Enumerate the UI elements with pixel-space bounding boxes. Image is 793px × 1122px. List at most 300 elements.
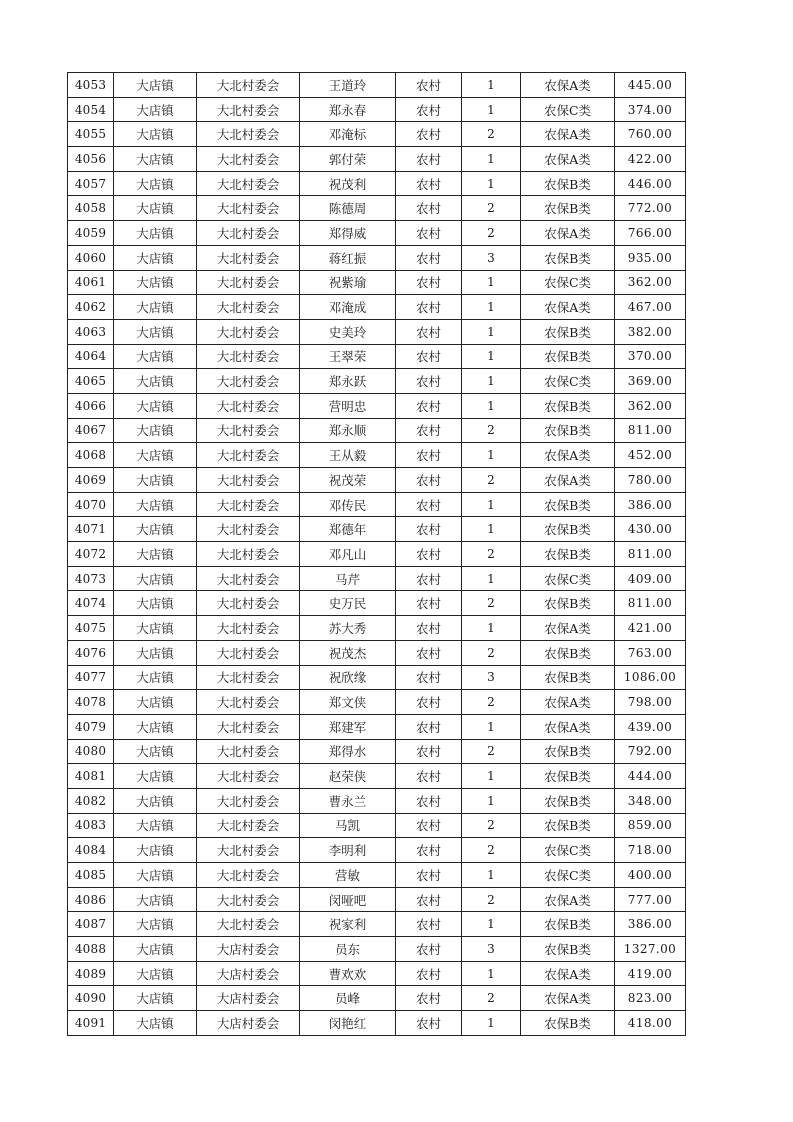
town-cell: 大店镇 — [114, 912, 197, 937]
area-cell: 农村 — [396, 73, 462, 98]
amount-cell: 421.00 — [615, 616, 686, 641]
name-cell: 员峰 — [300, 986, 396, 1011]
household-count-cell: 1 — [462, 616, 521, 641]
insurance-type-cell: 农保B类 — [521, 196, 615, 221]
household-count-cell: 1 — [462, 73, 521, 98]
name-cell: 祝茂荣 — [300, 468, 396, 493]
village-cell: 大北村委会 — [197, 739, 300, 764]
town-cell: 大店镇 — [114, 369, 197, 394]
town-cell: 大店镇 — [114, 319, 197, 344]
insurance-type-cell: 农保B类 — [521, 542, 615, 567]
village-cell: 大北村委会 — [197, 147, 300, 172]
town-cell: 大店镇 — [114, 97, 197, 122]
table-row — [68, 1011, 686, 1036]
table-row — [68, 319, 686, 344]
name-cell: 郑得水 — [300, 739, 396, 764]
household-count-cell: 2 — [462, 418, 521, 443]
household-count-cell: 1 — [462, 171, 521, 196]
amount-cell: 780.00 — [615, 468, 686, 493]
area-cell: 农村 — [396, 418, 462, 443]
village-cell: 大北村委会 — [197, 270, 300, 295]
town-cell: 大店镇 — [114, 764, 197, 789]
table-row — [68, 813, 686, 838]
data-table — [67, 72, 686, 1036]
household-count-cell: 1 — [462, 492, 521, 517]
insurance-type-cell: 农保B类 — [521, 245, 615, 270]
row-id-cell: 4082 — [68, 788, 114, 813]
insurance-type-cell: 农保B类 — [521, 813, 615, 838]
name-cell: 王从毅 — [300, 443, 396, 468]
area-cell: 农村 — [396, 863, 462, 888]
row-id-cell: 4069 — [68, 468, 114, 493]
town-cell: 大店镇 — [114, 295, 197, 320]
town-cell: 大店镇 — [114, 517, 197, 542]
amount-cell: 418.00 — [615, 1011, 686, 1036]
insurance-type-cell: 农保A类 — [521, 887, 615, 912]
town-cell: 大店镇 — [114, 171, 197, 196]
area-cell: 农村 — [396, 542, 462, 567]
town-cell: 大店镇 — [114, 418, 197, 443]
amount-cell: 760.00 — [615, 122, 686, 147]
village-cell: 大北村委会 — [197, 245, 300, 270]
household-count-cell: 1 — [462, 863, 521, 888]
area-cell: 农村 — [396, 196, 462, 221]
table-row — [68, 665, 686, 690]
town-cell: 大店镇 — [114, 566, 197, 591]
name-cell: 郭付荣 — [300, 147, 396, 172]
household-count-cell: 1 — [462, 369, 521, 394]
table-row — [68, 73, 686, 98]
name-cell: 郑文侠 — [300, 690, 396, 715]
row-id-cell: 4059 — [68, 221, 114, 246]
insurance-type-cell: 农保B类 — [521, 319, 615, 344]
town-cell: 大店镇 — [114, 616, 197, 641]
household-count-cell: 1 — [462, 566, 521, 591]
row-id-cell: 4068 — [68, 443, 114, 468]
insurance-type-cell: 农保A类 — [521, 221, 615, 246]
row-id-cell: 4063 — [68, 319, 114, 344]
household-count-cell: 1 — [462, 912, 521, 937]
amount-cell: 422.00 — [615, 147, 686, 172]
name-cell: 曹欢欢 — [300, 961, 396, 986]
village-cell: 大北村委会 — [197, 393, 300, 418]
village-cell: 大北村委会 — [197, 912, 300, 937]
town-cell: 大店镇 — [114, 245, 197, 270]
row-id-cell: 4079 — [68, 714, 114, 739]
town-cell: 大店镇 — [114, 937, 197, 962]
town-cell: 大店镇 — [114, 344, 197, 369]
area-cell: 农村 — [396, 97, 462, 122]
table-row — [68, 937, 686, 962]
amount-cell: 370.00 — [615, 344, 686, 369]
area-cell: 农村 — [396, 468, 462, 493]
amount-cell: 763.00 — [615, 640, 686, 665]
insurance-type-cell: 农保B类 — [521, 764, 615, 789]
insurance-type-cell: 农保C类 — [521, 270, 615, 295]
table-row — [68, 344, 686, 369]
insurance-type-cell: 农保C类 — [521, 566, 615, 591]
household-count-cell: 1 — [462, 1011, 521, 1036]
household-count-cell: 1 — [462, 97, 521, 122]
table-row — [68, 492, 686, 517]
amount-cell: 446.00 — [615, 171, 686, 196]
village-cell: 大店村委会 — [197, 961, 300, 986]
name-cell: 苏大秀 — [300, 616, 396, 641]
area-cell: 农村 — [396, 1011, 462, 1036]
row-id-cell: 4081 — [68, 764, 114, 789]
row-id-cell: 4066 — [68, 393, 114, 418]
insurance-type-cell: 农保B类 — [521, 393, 615, 418]
table-row — [68, 887, 686, 912]
row-id-cell: 4080 — [68, 739, 114, 764]
name-cell: 闵哑吧 — [300, 887, 396, 912]
area-cell: 农村 — [396, 640, 462, 665]
area-cell: 农村 — [396, 221, 462, 246]
insurance-type-cell: 农保B类 — [521, 492, 615, 517]
insurance-type-cell: 农保B类 — [521, 418, 615, 443]
area-cell: 农村 — [396, 838, 462, 863]
town-cell: 大店镇 — [114, 986, 197, 1011]
town-cell: 大店镇 — [114, 640, 197, 665]
amount-cell: 400.00 — [615, 863, 686, 888]
table-row — [68, 97, 686, 122]
name-cell: 陈德周 — [300, 196, 396, 221]
amount-cell: 445.00 — [615, 73, 686, 98]
row-id-cell: 4054 — [68, 97, 114, 122]
household-count-cell: 1 — [462, 764, 521, 789]
village-cell: 大北村委会 — [197, 418, 300, 443]
insurance-type-cell: 农保B类 — [521, 912, 615, 937]
amount-cell: 859.00 — [615, 813, 686, 838]
amount-cell: 382.00 — [615, 319, 686, 344]
town-cell: 大店镇 — [114, 690, 197, 715]
insurance-type-cell: 农保A类 — [521, 73, 615, 98]
row-id-cell: 4061 — [68, 270, 114, 295]
town-cell: 大店镇 — [114, 1011, 197, 1036]
name-cell: 曹永兰 — [300, 788, 396, 813]
area-cell: 农村 — [396, 443, 462, 468]
amount-cell: 467.00 — [615, 295, 686, 320]
row-id-cell: 4064 — [68, 344, 114, 369]
town-cell: 大店镇 — [114, 665, 197, 690]
village-cell: 大北村委会 — [197, 591, 300, 616]
table-row — [68, 393, 686, 418]
name-cell: 员东 — [300, 937, 396, 962]
area-cell: 农村 — [396, 295, 462, 320]
row-id-cell: 4088 — [68, 937, 114, 962]
village-cell: 大北村委会 — [197, 714, 300, 739]
area-cell: 农村 — [396, 714, 462, 739]
insurance-type-cell: 农保B类 — [521, 937, 615, 962]
household-count-cell: 1 — [462, 788, 521, 813]
area-cell: 农村 — [396, 912, 462, 937]
table-row — [68, 196, 686, 221]
row-id-cell: 4053 — [68, 73, 114, 98]
row-id-cell: 4085 — [68, 863, 114, 888]
insurance-type-cell: 农保B类 — [521, 640, 615, 665]
table-row — [68, 295, 686, 320]
amount-cell: 823.00 — [615, 986, 686, 1011]
village-cell: 大北村委会 — [197, 344, 300, 369]
household-count-cell: 1 — [462, 319, 521, 344]
household-count-cell: 2 — [462, 591, 521, 616]
name-cell: 营敏 — [300, 863, 396, 888]
name-cell: 邓淹标 — [300, 122, 396, 147]
household-count-cell: 1 — [462, 147, 521, 172]
amount-cell: 1086.00 — [615, 665, 686, 690]
table-row — [68, 690, 686, 715]
insurance-type-cell: 农保B类 — [521, 788, 615, 813]
amount-cell: 811.00 — [615, 591, 686, 616]
household-count-cell: 2 — [462, 739, 521, 764]
amount-cell: 935.00 — [615, 245, 686, 270]
area-cell: 农村 — [396, 813, 462, 838]
household-count-cell: 2 — [462, 122, 521, 147]
village-cell: 大北村委会 — [197, 542, 300, 567]
village-cell: 大北村委会 — [197, 221, 300, 246]
name-cell: 郑永春 — [300, 97, 396, 122]
town-cell: 大店镇 — [114, 788, 197, 813]
area-cell: 农村 — [396, 665, 462, 690]
name-cell: 邓凡山 — [300, 542, 396, 567]
table-row — [68, 640, 686, 665]
household-count-cell: 2 — [462, 838, 521, 863]
name-cell: 史万民 — [300, 591, 396, 616]
insurance-type-cell: 农保C类 — [521, 838, 615, 863]
area-cell: 农村 — [396, 245, 462, 270]
amount-cell: 766.00 — [615, 221, 686, 246]
household-count-cell: 1 — [462, 295, 521, 320]
town-cell: 大店镇 — [114, 739, 197, 764]
village-cell: 大北村委会 — [197, 863, 300, 888]
amount-cell: 386.00 — [615, 912, 686, 937]
name-cell: 王翠荣 — [300, 344, 396, 369]
name-cell: 营明忠 — [300, 393, 396, 418]
insurance-type-cell: 农保A类 — [521, 986, 615, 1011]
row-id-cell: 4083 — [68, 813, 114, 838]
name-cell: 邓淹成 — [300, 295, 396, 320]
household-count-cell: 2 — [462, 690, 521, 715]
household-count-cell: 2 — [462, 221, 521, 246]
name-cell: 郑德年 — [300, 517, 396, 542]
household-count-cell: 1 — [462, 443, 521, 468]
village-cell: 大北村委会 — [197, 443, 300, 468]
insurance-type-cell: 农保B类 — [521, 171, 615, 196]
household-count-cell: 2 — [462, 542, 521, 567]
area-cell: 农村 — [396, 887, 462, 912]
area-cell: 农村 — [396, 566, 462, 591]
village-cell: 大北村委会 — [197, 887, 300, 912]
town-cell: 大店镇 — [114, 122, 197, 147]
insurance-type-cell: 农保A类 — [521, 714, 615, 739]
area-cell: 农村 — [396, 270, 462, 295]
insurance-type-cell: 农保A类 — [521, 122, 615, 147]
town-cell: 大店镇 — [114, 393, 197, 418]
table-body — [68, 73, 686, 1036]
amount-cell: 439.00 — [615, 714, 686, 739]
town-cell: 大店镇 — [114, 468, 197, 493]
village-cell: 大店村委会 — [197, 986, 300, 1011]
area-cell: 农村 — [396, 986, 462, 1011]
household-count-cell: 2 — [462, 986, 521, 1011]
row-id-cell: 4075 — [68, 616, 114, 641]
table-row — [68, 566, 686, 591]
amount-cell: 374.00 — [615, 97, 686, 122]
row-id-cell: 4058 — [68, 196, 114, 221]
village-cell: 大北村委会 — [197, 517, 300, 542]
insurance-type-cell: 农保C类 — [521, 97, 615, 122]
row-id-cell: 4067 — [68, 418, 114, 443]
table-row — [68, 912, 686, 937]
row-id-cell: 4065 — [68, 369, 114, 394]
amount-cell: 386.00 — [615, 492, 686, 517]
village-cell: 大北村委会 — [197, 171, 300, 196]
name-cell: 郑永顺 — [300, 418, 396, 443]
household-count-cell: 2 — [462, 468, 521, 493]
village-cell: 大北村委会 — [197, 369, 300, 394]
table-row — [68, 591, 686, 616]
amount-cell: 792.00 — [615, 739, 686, 764]
name-cell: 祝茂杰 — [300, 640, 396, 665]
amount-cell: 419.00 — [615, 961, 686, 986]
row-id-cell: 4074 — [68, 591, 114, 616]
town-cell: 大店镇 — [114, 147, 197, 172]
insurance-type-cell: 农保A类 — [521, 147, 615, 172]
insurance-type-cell: 农保B类 — [521, 739, 615, 764]
town-cell: 大店镇 — [114, 838, 197, 863]
amount-cell: 409.00 — [615, 566, 686, 591]
name-cell: 郑永跃 — [300, 369, 396, 394]
village-cell: 大北村委会 — [197, 690, 300, 715]
village-cell: 大北村委会 — [197, 319, 300, 344]
row-id-cell: 4084 — [68, 838, 114, 863]
household-count-cell: 1 — [462, 270, 521, 295]
name-cell: 郑建军 — [300, 714, 396, 739]
village-cell: 大北村委会 — [197, 122, 300, 147]
name-cell: 马凯 — [300, 813, 396, 838]
village-cell: 大北村委会 — [197, 813, 300, 838]
table-row — [68, 122, 686, 147]
town-cell: 大店镇 — [114, 443, 197, 468]
name-cell: 郑得威 — [300, 221, 396, 246]
table-row — [68, 221, 686, 246]
amount-cell: 811.00 — [615, 418, 686, 443]
name-cell: 史美玲 — [300, 319, 396, 344]
household-count-cell: 1 — [462, 344, 521, 369]
insurance-type-cell: 农保B类 — [521, 591, 615, 616]
name-cell: 祝茂利 — [300, 171, 396, 196]
household-count-cell: 2 — [462, 196, 521, 221]
village-cell: 大北村委会 — [197, 665, 300, 690]
area-cell: 农村 — [396, 517, 462, 542]
row-id-cell: 4057 — [68, 171, 114, 196]
area-cell: 农村 — [396, 492, 462, 517]
name-cell: 祝紫瑜 — [300, 270, 396, 295]
name-cell: 闵艳红 — [300, 1011, 396, 1036]
name-cell: 蒋红振 — [300, 245, 396, 270]
town-cell: 大店镇 — [114, 813, 197, 838]
area-cell: 农村 — [396, 369, 462, 394]
village-cell: 大北村委会 — [197, 295, 300, 320]
insurance-type-cell: 农保B类 — [521, 1011, 615, 1036]
town-cell: 大店镇 — [114, 863, 197, 888]
row-id-cell: 4078 — [68, 690, 114, 715]
table-row — [68, 739, 686, 764]
household-count-cell: 2 — [462, 887, 521, 912]
village-cell: 大北村委会 — [197, 764, 300, 789]
town-cell: 大店镇 — [114, 221, 197, 246]
amount-cell: 369.00 — [615, 369, 686, 394]
insurance-type-cell: 农保A类 — [521, 295, 615, 320]
row-id-cell: 4090 — [68, 986, 114, 1011]
name-cell: 马芹 — [300, 566, 396, 591]
table-row — [68, 517, 686, 542]
table-row — [68, 986, 686, 1011]
insurance-type-cell: 农保A类 — [521, 616, 615, 641]
town-cell: 大店镇 — [114, 961, 197, 986]
village-cell: 大北村委会 — [197, 616, 300, 641]
area-cell: 农村 — [396, 616, 462, 641]
name-cell: 李明利 — [300, 838, 396, 863]
area-cell: 农村 — [396, 122, 462, 147]
household-count-cell: 3 — [462, 937, 521, 962]
table-row — [68, 542, 686, 567]
area-cell: 农村 — [396, 764, 462, 789]
row-id-cell: 4056 — [68, 147, 114, 172]
table-row — [68, 270, 686, 295]
town-cell: 大店镇 — [114, 714, 197, 739]
area-cell: 农村 — [396, 344, 462, 369]
household-count-cell: 1 — [462, 517, 521, 542]
name-cell: 祝欣缘 — [300, 665, 396, 690]
row-id-cell: 4073 — [68, 566, 114, 591]
amount-cell: 798.00 — [615, 690, 686, 715]
town-cell: 大店镇 — [114, 270, 197, 295]
village-cell: 大北村委会 — [197, 97, 300, 122]
household-count-cell: 1 — [462, 961, 521, 986]
name-cell: 邓传民 — [300, 492, 396, 517]
area-cell: 农村 — [396, 788, 462, 813]
table-row — [68, 838, 686, 863]
area-cell: 农村 — [396, 319, 462, 344]
village-cell: 大店村委会 — [197, 1011, 300, 1036]
village-cell: 大北村委会 — [197, 468, 300, 493]
insurance-type-cell: 农保B类 — [521, 665, 615, 690]
row-id-cell: 4072 — [68, 542, 114, 567]
row-id-cell: 4087 — [68, 912, 114, 937]
table-row — [68, 961, 686, 986]
village-cell: 大店村委会 — [197, 937, 300, 962]
table-row — [68, 245, 686, 270]
table-row — [68, 468, 686, 493]
table-row — [68, 788, 686, 813]
name-cell: 祝家利 — [300, 912, 396, 937]
row-id-cell: 4076 — [68, 640, 114, 665]
insurance-type-cell: 农保B类 — [521, 517, 615, 542]
household-count-cell: 3 — [462, 245, 521, 270]
row-id-cell: 4091 — [68, 1011, 114, 1036]
village-cell: 大北村委会 — [197, 73, 300, 98]
town-cell: 大店镇 — [114, 887, 197, 912]
table-row — [68, 147, 686, 172]
amount-cell: 1327.00 — [615, 937, 686, 962]
town-cell: 大店镇 — [114, 196, 197, 221]
insurance-type-cell: 农保A类 — [521, 961, 615, 986]
area-cell: 农村 — [396, 961, 462, 986]
area-cell: 农村 — [396, 393, 462, 418]
insurance-type-cell: 农保A类 — [521, 443, 615, 468]
table-row — [68, 616, 686, 641]
